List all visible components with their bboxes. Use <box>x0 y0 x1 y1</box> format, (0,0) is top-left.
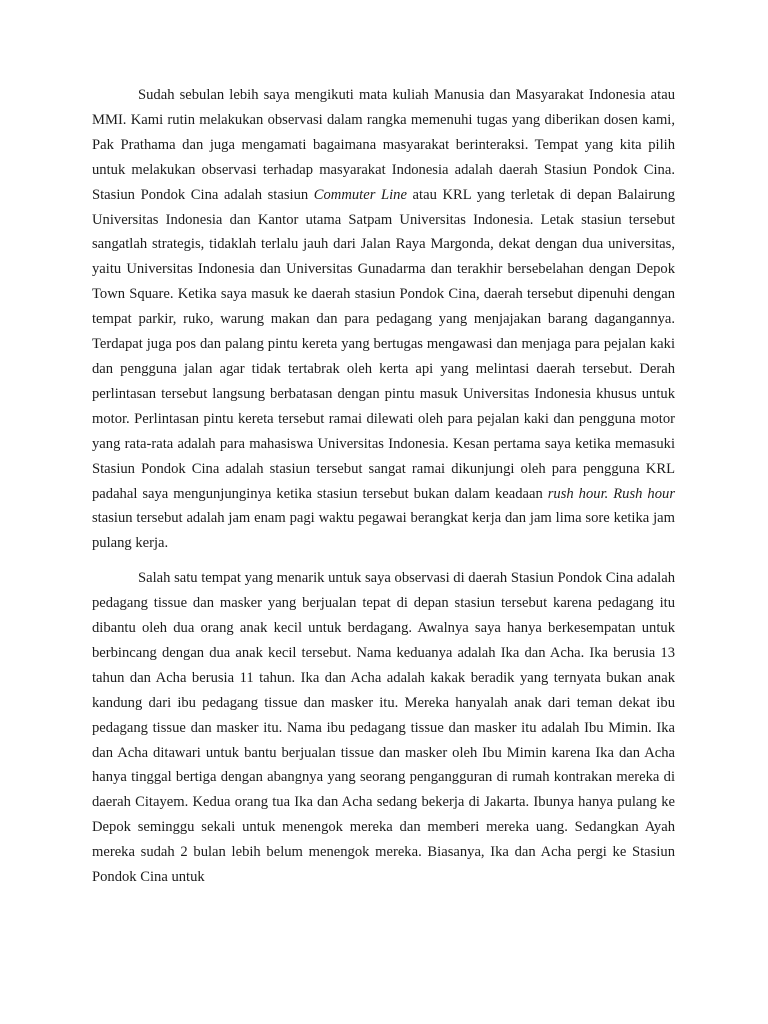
italic-term-commuter-line: Commuter Line <box>313 186 407 203</box>
italic-term-rush-hour: rush hour. Rush hour <box>547 485 676 502</box>
paragraph-1-text: stasiun tersebut adalah jam enam pagi waktu pegawai berangkat kerja dan jam lima sore ketika jam pulang kerja. <box>92 510 675 552</box>
paragraph-2 <box>92 566 675 890</box>
paragraph-1 <box>92 83 675 556</box>
paragraph-1-text: atau KRL yang terletak di depan Balairung Universitas Indonesia dan Kantor utama Satpam Universitas Indonesia. Letak stasiun tersebut sangatlah strategis, tidaklah terlalu jauh dari Jalan Raya Margonda, dekat dengan dua universitas, yaitu Universitas Indonesia dan Universitas Gunadarma dan terakhir bersebelahan dengan Depok Town Square. Ketika saya masuk ke daerah stasiun Pondok Cina, daerah tersebut dipenuhi dengan tempat parkir, ruko, warung makan dan para pedagang yang menjajakan barang dagangannya. Terdapat juga pos dan palang pintu kereta yang bertugas mengawasi dan menjaga para pejalan kaki dan pengguna jalan agar tidak tertabrak oleh kerta api yang melintasi daerah tersebut. Derah perlintasan tersebut langsung berbatasan dengan pintu masuk Universitas Indonesia khusus untuk motor. Perlintasan pintu kereta tersebut ramai dilewati oleh para pejalan kaki dan pengguna motor yang rata-rata adalah para mahasiswa Universitas Indonesia. Kesan pertama saya ketika memasuki Stasiun Pondok Cina adalah stasiun tersebut sangat ramai dikunjungi oleh para pengguna KRL padahal saya mengunjunginya ketika stasiun tersebut bukan dalam keadaan <box>92 186 675 502</box>
paragraph-2-text: Salah satu tempat yang menarik untuk saya observasi di daerah Stasiun Pondok Cina adalah pedagang tissue dan masker yang berjualan tepat di depan stasiun tersebut karena pedagang itu dibantu oleh dua orang anak kecil untuk berdagang. Awalnya saya hanya berkesempatan untuk berbincang dengan dua anak kecil tersebut. Nama keduanya adalah Ika dan Acha. Ika berusia 13 tahun dan Acha berusia 11 tahun. Ika dan Acha adalah kakak beradik yang ternyata bukan anak kandung dari ibu pedagang tissue dan masker itu. Mereka hanyalah anak dari teman dekat ibu pedagang tissue dan masker itu. Nama ibu pedagang tissue dan masker itu adalah Ibu Mimin. Ika dan Acha ditawari untuk bantu berjualan tissue dan masker oleh Ibu Mimin karena Ika dan Acha hanya tinggal bertiga dengan abangnya yang seorang pengangguran di rumah kontrakan mereka di daerah Citayem. Kedua orang tua Ika dan Acha sedang bekerja di Jakarta. Ibunya hanya pulang ke Depok seminggu sekali untuk menengok mereka dan memberi mereka uang. Sedangkan Ayah mereka sudah 2 bulan lebih belum menengok mereka. Biasanya, Ika dan Acha pergi ke Stasiun Pondok Cina untuk <box>92 570 676 886</box>
document-page <box>92 83 675 890</box>
paragraph-1-text: Sudah sebulan lebih saya mengikuti mata kuliah Manusia dan Masyarakat Indonesia atau MMI. Kami rutin melakukan observasi dalam rangka memenuhi tugas yang diberikan dosen kami, Pak Prathama dan juga mengamati bagaimana masyarakat berinteraksi. Tempat yang kita pilih untuk melakukan observasi terhadap masyarakat Indonesia adalah daerah Stasiun Pondok Cina. Stasiun Pondok Cina adalah stasiun <box>92 87 675 203</box>
